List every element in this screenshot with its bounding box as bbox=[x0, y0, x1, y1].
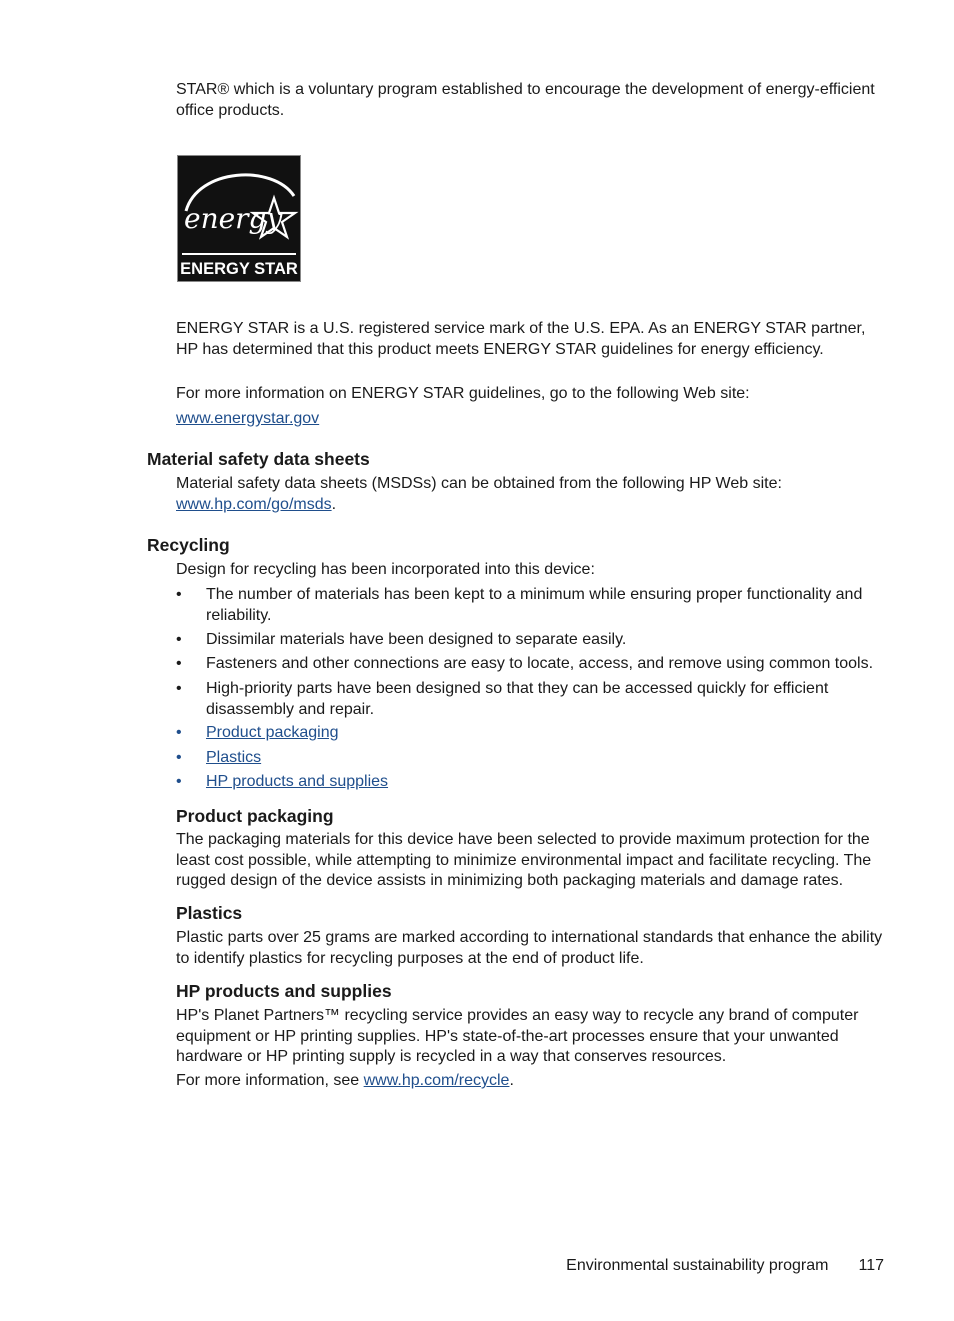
msds-suffix: . bbox=[331, 495, 337, 513]
hp-recycle-link[interactable]: www.hp.com/recycle bbox=[363, 1072, 510, 1089]
product-packaging-paragraph: The packaging materials for this device have been selected to provide maximum protection for the least cost possible, while attempting to minimize environmental impact and facilitate recycling. The rugged design of the device assists in minimizing both packaging materials and damage rates. bbox=[176, 831, 872, 889]
intro-paragraph: STAR® which is a voluntary program established to encourage the development of energy-efficient office products. bbox=[176, 81, 875, 119]
link-list-item-hp-products bbox=[176, 772, 888, 793]
msds-paragraph bbox=[176, 474, 888, 515]
msds-link[interactable]: www.hp.com/go/msds bbox=[176, 495, 332, 513]
link-list-item-plastics bbox=[176, 748, 888, 769]
list-item bbox=[176, 679, 888, 720]
list-item bbox=[176, 585, 888, 626]
list-item bbox=[176, 630, 888, 651]
energy-star-link-line bbox=[176, 409, 888, 430]
hp-recycle-more-info bbox=[176, 1071, 888, 1092]
link-list-item-product-packaging bbox=[176, 723, 888, 744]
hp-products-supplies-link[interactable]: HP products and supplies bbox=[206, 773, 389, 790]
list-item-text: High-priority parts have been designed so that they can be accessed quickly for efficient disassembly and repair. bbox=[206, 680, 829, 718]
more-info-suffix: . bbox=[509, 1072, 514, 1089]
energystar-link[interactable]: www.energystar.gov bbox=[176, 410, 320, 427]
recycling-intro: Design for recycling has been incorporated into this device: bbox=[176, 561, 595, 578]
msds-heading: Material safety data sheets bbox=[147, 449, 370, 469]
msds-text: Material safety data sheets (MSDSs) can be obtained from the following HP Web site: bbox=[176, 475, 782, 492]
bullet-icon: • bbox=[176, 749, 182, 766]
list-item-text: The number of materials has been kept to a minimum while ensuring proper functionality and reliability. bbox=[206, 586, 863, 624]
bullet-icon: • bbox=[176, 724, 182, 741]
recycling-heading: Recycling bbox=[147, 535, 230, 555]
page-number: 117 bbox=[858, 1257, 884, 1274]
logo-label: ENERGY STAR bbox=[180, 260, 298, 278]
bullet-icon: • bbox=[176, 586, 182, 603]
energy-star-logo-graphic bbox=[178, 156, 300, 281]
bullet-icon: • bbox=[176, 773, 182, 790]
plastics-heading: Plastics bbox=[176, 903, 243, 923]
logo-script-text: energy bbox=[184, 202, 283, 235]
bullet-icon: • bbox=[176, 680, 182, 697]
more-info-prefix: For more information, see bbox=[176, 1072, 364, 1089]
page-footer bbox=[566, 1256, 884, 1276]
list-item-text: Fasteners and other connections are easy to locate, access, and remove using common tools. bbox=[206, 655, 874, 672]
list-item-text: Dissimilar materials have been designed to separate easily. bbox=[206, 631, 627, 648]
energy-star-logo bbox=[177, 155, 301, 282]
footer-section-title: Environmental sustainability program bbox=[566, 1257, 829, 1274]
plastics-paragraph: Plastic parts over 25 grams are marked according to international standards that enhance the ability to identify plastics for recycling purposes at the end of product life. bbox=[176, 929, 883, 967]
energy-star-paragraph: ENERGY STAR is a U.S. registered service mark of the U.S. EPA. As an ENERGY STAR partner, HP has determined that this product meets ENERGY STAR guidelines for energy efficiency. bbox=[176, 320, 866, 358]
list-item bbox=[176, 654, 888, 675]
bullet-icon: • bbox=[176, 631, 182, 648]
plastics-link[interactable]: Plastics bbox=[206, 749, 262, 766]
hp-products-paragraph: HP's Planet Partners™ recycling service provides an easy way to recycle any brand of computer equipment or HP printing supplies. HP's state-of-the-art processes ensure that your unwanted hardware or HP printing supply is recycled in a way that conserves resources. bbox=[176, 1007, 859, 1065]
hp-products-heading: HP products and supplies bbox=[176, 981, 392, 1001]
bullet-icon: • bbox=[176, 655, 182, 672]
product-packaging-heading: Product packaging bbox=[176, 806, 334, 826]
energy-star-more-info: For more information on ENERGY STAR guidelines, go to the following Web site: bbox=[176, 385, 750, 402]
product-packaging-link[interactable]: Product packaging bbox=[206, 724, 339, 741]
